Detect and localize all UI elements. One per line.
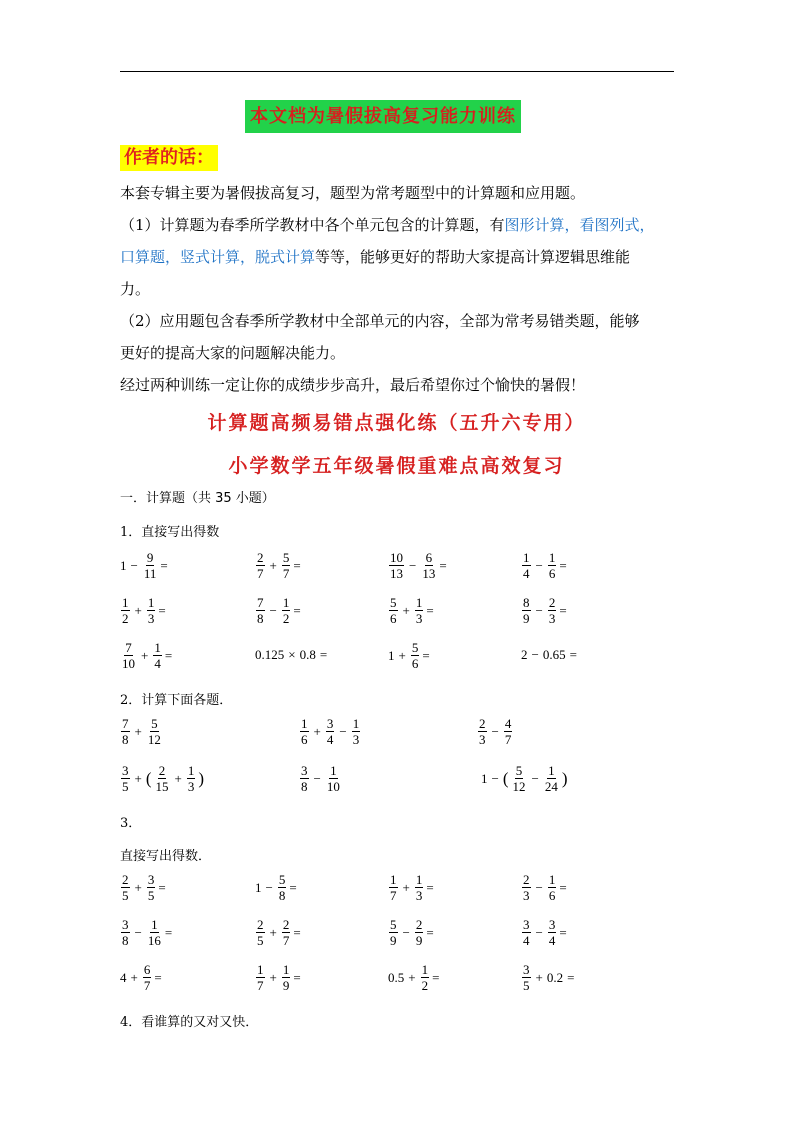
intro-para-2-line-1: （2）应用题包含春季所学教材中全部单元的内容，全部为常考易错类题，能够: [120, 312, 640, 330]
q3-expr-2: 1 − $\frac{5}{8}$ =: [255, 872, 297, 903]
question-3-label: 3．: [120, 816, 142, 831]
author-label: 作者的话：: [120, 145, 218, 171]
q2-expr-3: $\frac{2}{3}$ − $\frac{4}{7}$: [479, 716, 512, 747]
intro-para-1-line-2: 口算题，竖式计算，脱式计算等等，能够更好的帮助大家提高计算逻辑思维能: [120, 248, 631, 266]
q3-expr-8: $\frac{3}{4}$ − $\frac{3}{4}$ =: [523, 917, 567, 948]
q1-expr-11: 1 + $\frac{5}{6}$ =: [388, 640, 430, 671]
question-2-label: 2．计算下面各题．: [120, 693, 233, 708]
q1-expr-5: $\frac{1}{2}$ + $\frac{1}{3}$ =: [122, 595, 166, 626]
q3-expr-4: $\frac{2}{3}$ − $\frac{1}{6}$ =: [523, 872, 567, 903]
q3-expr-9: 4 + $\frac{6}{7}$ =: [120, 962, 162, 993]
intro-line-1: 本套专辑主要为暑假拔高复习，题型为常考题型中的计算题和应用题。: [120, 184, 586, 202]
doc-banner: 本文档为暑假拔高复习能力训练: [245, 100, 521, 133]
q3-expr-11: 0.5 + $\frac{1}{2}$ =: [388, 962, 440, 993]
question-1-label: 1．直接写出得数: [120, 525, 220, 540]
q1-expr-10: 0.125 × 0.8 =: [255, 647, 328, 662]
intro-para-1-line-3: 力。: [120, 280, 151, 298]
title-sub: 小学数学五年级暑假重难点高效复习: [228, 455, 565, 477]
q1-expr-7: $\frac{5}{6}$ + $\frac{1}{3}$ =: [390, 595, 434, 626]
q1-expr-4: $\frac{1}{4}$ − $\frac{1}{6}$ =: [523, 550, 567, 581]
q2-expr-2: $\frac{1}{6}$ + $\frac{3}{4}$ − $\frac{1}{3}$: [301, 716, 360, 747]
q1-expr-12: 2 − 0.65 =: [521, 647, 577, 662]
q1-expr-3: $\frac{10}{13}$ − $\frac{6}{13}$ =: [390, 550, 447, 581]
q1-expr-6: $\frac{7}{8}$ − $\frac{1}{2}$ =: [257, 595, 301, 626]
q2-expr-1: $\frac{7}{8}$ + $\frac{5}{12}$: [122, 716, 161, 747]
intro-para-2-line-2: 更好的提高大家的问题解决能力。: [120, 344, 346, 362]
q2-expr-6: 1 − ( $\frac{5}{12}$ − $\frac{1}{24}$ ): [481, 763, 568, 794]
q3-expr-1: $\frac{2}{5}$ + $\frac{3}{5}$ =: [122, 872, 166, 903]
title-main: 计算题高频易错点强化练（五升六专用）: [207, 412, 586, 434]
intro-line-4: 经过两种训练一定让你的成绩步步高升，最后希望你过个愉快的暑假！: [120, 376, 586, 394]
q3-expr-6: $\frac{2}{5}$ + $\frac{2}{7}$ =: [257, 917, 301, 948]
q1-expr-9: $\frac{7}{10}$ + $\frac{1}{4}$ =: [122, 640, 173, 671]
q1-expr-8: $\frac{8}{9}$ − $\frac{2}{3}$ =: [523, 595, 567, 626]
header-rule: [120, 71, 674, 72]
q3-expr-7: $\frac{5}{9}$ − $\frac{2}{9}$ =: [390, 917, 434, 948]
q2-expr-5: $\frac{3}{8}$ − $\frac{1}{10}$: [301, 763, 340, 794]
q1-expr-2: $\frac{2}{7}$ + $\frac{5}{7}$ =: [257, 550, 301, 581]
intro-para-1-line-1: （1）计算题为春季所学教材中各个单元包含的计算题，有图形计算，看图列式，: [120, 216, 655, 234]
link-oral-calc: 口算题，竖式计算，脱式计算: [120, 248, 316, 266]
section-heading: 一．计算题（共 35 小题）: [120, 491, 275, 506]
link-graph-calc: 图形计算，看图列式，: [504, 216, 655, 234]
q2-expr-4: $\frac{3}{5}$ + ( $\frac{2}{15}$ + $\frac{1}{3}$ ): [122, 763, 205, 794]
q3-expr-3: $\frac{1}{7}$ + $\frac{1}{3}$ =: [390, 872, 434, 903]
question-4-label: 4．看谁算的又对又快．: [120, 1015, 259, 1030]
q3-expr-10: $\frac{1}{7}$ + $\frac{1}{9}$ =: [257, 962, 301, 993]
q1-expr-1: 1 − $\frac{9}{11}$ =: [120, 550, 168, 581]
q3-expr-12: $\frac{3}{5}$ + 0.2 =: [523, 962, 575, 993]
question-3-instruction: 直接写出得数．: [120, 849, 212, 864]
q3-expr-5: $\frac{3}{8}$ − $\frac{1}{16}$ =: [122, 917, 173, 948]
